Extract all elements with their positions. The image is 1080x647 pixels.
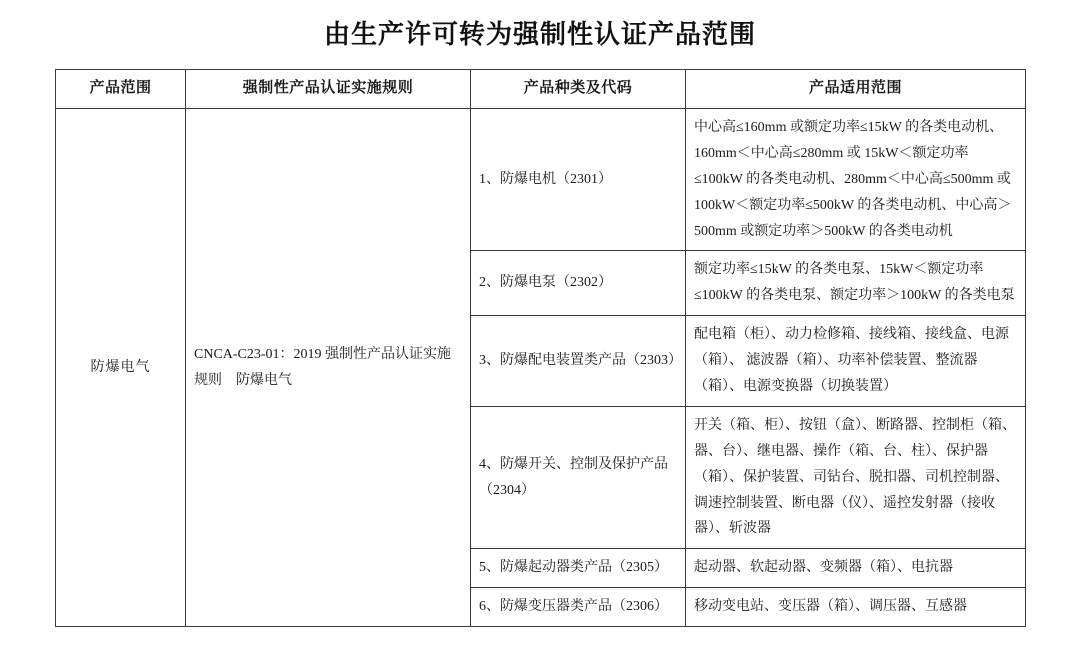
table-header-row [56, 70, 1026, 109]
column-header-scope: 产品范围 [56, 70, 186, 109]
cell-apply-5: 起动器、软起动器、变频器（箱）、电抗器 [686, 549, 1026, 588]
cell-apply-4: 开关（箱、柜）、按钮（盒）、断路器、控制柜（箱、器、台）、继电器、操作（箱、台、柱）、保护器（箱）、保护装置、司钻台、脱扣器、司机控制器、调速控制装置、断电器（仪）、遥控发射器（接收器）、斩波器 [686, 406, 1026, 548]
table-row [56, 109, 1026, 251]
table-header [56, 70, 1026, 109]
column-header-rule: 强制性产品认证实施规则 [186, 70, 471, 109]
column-header-kind: 产品种类及代码 [471, 70, 686, 109]
cell-kind-6: 6、防爆变压器类产品（2306） [471, 588, 686, 627]
cell-certification-rule: CNCA-C23-01：2019 强制性产品认证实施规则 防爆电气 [186, 109, 471, 627]
cell-kind-1: 1、防爆电机（2301） [471, 109, 686, 251]
page-title: 由生产许可转为强制性认证产品范围 [323, 20, 756, 49]
table-container [0, 69, 1080, 627]
cell-kind-5: 5、防爆起动器类产品（2305） [471, 549, 686, 588]
cell-apply-6: 移动变电站、变压器（箱）、调压器、互感器 [686, 588, 1026, 627]
cell-apply-3: 配电箱（柜）、动力检修箱、接线箱、接线盒、电源（箱）、 滤波器（箱）、功率补偿装置、整流器（箱）、电源变换器（切换装置） [686, 316, 1026, 407]
column-header-apply: 产品适用范围 [686, 70, 1026, 109]
cell-kind-4: 4、防爆开关、控制及保护产品（2304） [471, 406, 686, 548]
cell-product-scope: 防爆电气 [56, 109, 186, 627]
cell-apply-1: 中心高≤160mm 或额定功率≤15kW 的各类电动机、160mm＜中心高≤280mm 或 15kW＜额定功率≤100kW 的各类电动机、280mm＜中心高≤500mm 或 100kW＜额定功率≤500kW 的各类电动机、中心高＞500mm 或额定功率＞500kW 的各类电动机 [686, 109, 1026, 251]
cell-apply-2: 额定功率≤15kW 的各类电泵、15kW＜额定功率≤100kW 的各类电泵、额定功率＞100kW 的各类电泵 [686, 251, 1026, 316]
cell-kind-3: 3、防爆配电装置类产品（2303） [471, 316, 686, 407]
table-body [56, 109, 1026, 627]
product-range-table [55, 69, 1026, 627]
cell-kind-2: 2、防爆电泵（2302） [471, 251, 686, 316]
